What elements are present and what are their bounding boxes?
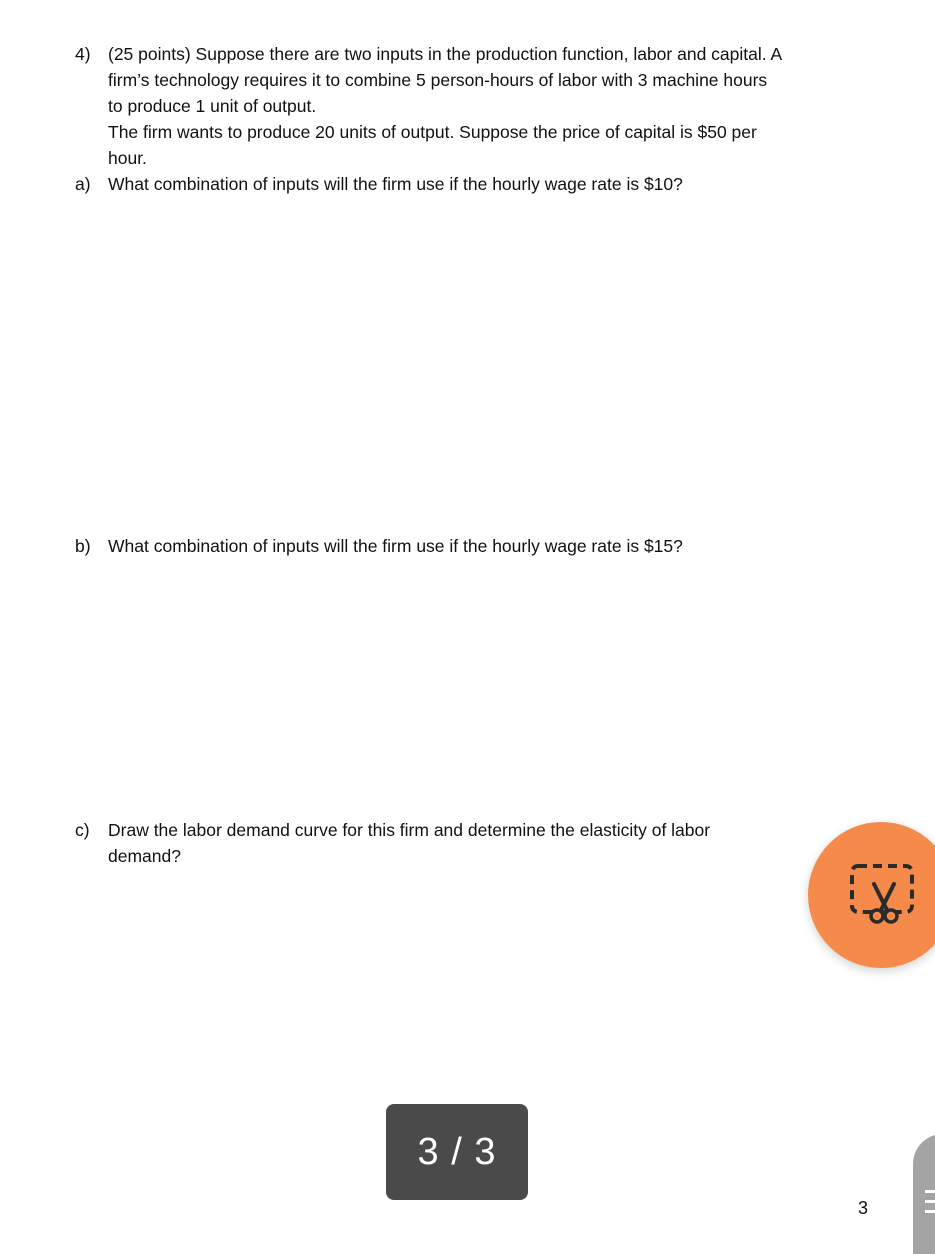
page-counter: 3 / 3 bbox=[386, 1104, 528, 1200]
side-panel-tab[interactable] bbox=[913, 1134, 935, 1254]
question-line: to produce 1 unit of output. bbox=[108, 96, 317, 116]
page-number: 3 bbox=[858, 1198, 869, 1218]
part-line: What combination of inputs will the firm use if the hourly wage rate is $15? bbox=[108, 536, 683, 556]
question-number: 4) bbox=[75, 44, 91, 64]
screen-capture-scissors-icon bbox=[848, 860, 924, 928]
question-line: hour. bbox=[108, 148, 147, 168]
grip-line bbox=[925, 1200, 935, 1203]
part-line: demand? bbox=[108, 846, 181, 866]
part-line: What combination of inputs will the firm use if the hourly wage rate is $10? bbox=[108, 174, 683, 194]
screen-capture-button[interactable] bbox=[808, 822, 935, 968]
grip-line bbox=[925, 1190, 935, 1193]
part-label: a) bbox=[75, 174, 91, 194]
question-line: The firm wants to produce 20 units of output. Suppose the price of capital is $50 per bbox=[108, 122, 757, 142]
question-line: firm’s technology requires it to combine 5 person-hours of labor with 3 machine hours bbox=[108, 70, 768, 90]
part-line: Draw the labor demand curve for this firm and determine the elasticity of labor bbox=[108, 820, 711, 840]
grip-line bbox=[925, 1210, 935, 1213]
part-label: c) bbox=[75, 820, 90, 840]
part-label: b) bbox=[75, 536, 91, 556]
question-line: (25 points) Suppose there are two inputs in the production function, labor and capital. A bbox=[108, 44, 783, 64]
